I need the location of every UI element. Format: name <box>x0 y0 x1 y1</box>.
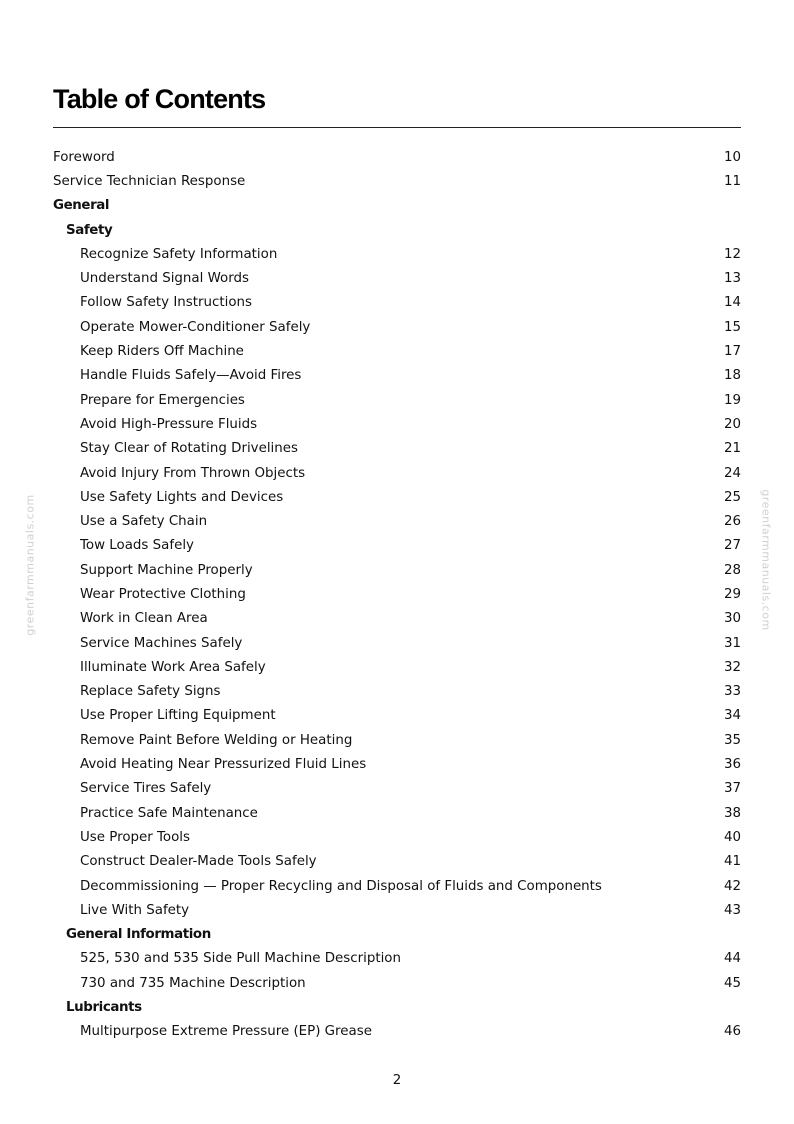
toc-section-heading <box>53 995 741 1019</box>
toc-entry-label: Stay Clear of Rotating Drivelines <box>80 441 298 457</box>
toc-entry-label: Keep Riders Off Machine <box>80 344 244 360</box>
toc-entry-label: Practice Safe Maintenance <box>80 805 258 821</box>
toc-entry[interactable] <box>53 582 741 606</box>
toc-entry-label: Decommissioning — Proper Recycling and Disposal of Fluids and Components <box>80 878 602 894</box>
toc-entry-label: Service Tires Safely <box>80 781 212 797</box>
toc-section-heading <box>53 218 741 242</box>
toc-entry-page: 31 <box>723 635 741 651</box>
toc-entry-label: Avoid High-Pressure Fluids <box>80 416 258 432</box>
toc-entry[interactable] <box>53 874 741 898</box>
toc-entry-label: 730 and 735 Machine Description <box>80 975 306 991</box>
toc-entry-page: 12 <box>723 246 741 262</box>
watermark-right: greenfarmmanuals.com <box>759 489 773 631</box>
toc-entry-page: 42 <box>723 878 741 894</box>
toc-entry-label: Recognize Safety Information <box>80 246 278 262</box>
toc-entry-label: Prepare for Emergencies <box>80 392 245 408</box>
toc-entry[interactable] <box>53 437 741 461</box>
toc-entry-page: 14 <box>723 295 741 311</box>
toc-entry[interactable] <box>53 607 741 631</box>
toc-entry[interactable] <box>53 485 741 509</box>
toc-entry-page: 11 <box>723 173 741 189</box>
toc-entry[interactable] <box>53 509 741 533</box>
toc-entry[interactable] <box>53 169 741 193</box>
toc-entry[interactable] <box>53 728 741 752</box>
toc-entry-label: Avoid Heating Near Pressurized Fluid Lines <box>80 757 367 773</box>
toc-entry[interactable] <box>53 388 741 412</box>
toc-entry-label: Multipurpose Extreme Pressure (EP) Grease <box>80 1024 372 1040</box>
title-divider <box>53 127 741 128</box>
toc-entry[interactable] <box>53 801 741 825</box>
toc-entry-label: General Information <box>66 927 211 943</box>
toc-entry[interactable] <box>53 898 741 922</box>
toc-entry-label: Use Safety Lights and Devices <box>80 489 284 505</box>
toc-entry[interactable] <box>53 777 741 801</box>
toc-entry-label: Service Technician Response <box>53 173 246 189</box>
toc-entry-page: 45 <box>723 975 741 991</box>
toc-entry-label: Wear Protective Clothing <box>80 586 246 602</box>
toc-section-heading <box>53 194 741 218</box>
toc-entry-label: Operate Mower-Conditioner Safely <box>80 319 311 335</box>
toc-list <box>53 145 741 1044</box>
toc-entry-label: Replace Safety Signs <box>80 684 221 700</box>
toc-entry-page: 21 <box>723 441 741 457</box>
toc-entry-label: Use Proper Tools <box>80 829 191 845</box>
toc-entry[interactable] <box>53 971 741 995</box>
toc-entry[interactable] <box>53 242 741 266</box>
toc-entry[interactable] <box>53 1020 741 1044</box>
toc-entry[interactable] <box>53 266 741 290</box>
toc-entry-label: Construct Dealer-Made Tools Safely <box>80 854 317 870</box>
toc-entry[interactable] <box>53 850 741 874</box>
toc-entry-label: Support Machine Properly <box>80 562 253 578</box>
toc-entry-label: Service Machines Safely <box>80 635 243 651</box>
toc-entry-label: Lubricants <box>66 1000 142 1016</box>
toc-entry-page: 10 <box>723 149 741 165</box>
watermark-left: greenfarmmanuals.com <box>23 494 37 636</box>
page-number: 2 <box>392 1073 402 1088</box>
toc-entry-page: 18 <box>723 368 741 384</box>
toc-entry[interactable] <box>53 825 741 849</box>
toc-entry-label: 525, 530 and 535 Side Pull Machine Description <box>80 951 401 967</box>
toc-entry-page: 28 <box>723 562 741 578</box>
toc-entry[interactable] <box>53 752 741 776</box>
toc-entry[interactable] <box>53 364 741 388</box>
page-title: Table of Contents <box>53 84 266 114</box>
toc-entry[interactable] <box>53 704 741 728</box>
toc-entry-label: Handle Fluids Safely—Avoid Fires <box>80 368 302 384</box>
toc-entry-page: 46 <box>723 1024 741 1040</box>
toc-entry[interactable] <box>53 145 741 169</box>
toc-entry-label: Follow Safety Instructions <box>80 295 252 311</box>
toc-entry[interactable] <box>53 558 741 582</box>
toc-entry[interactable] <box>53 534 741 558</box>
toc-entry-page: 19 <box>723 392 741 408</box>
toc-entry-label: Avoid Injury From Thrown Objects <box>80 465 306 481</box>
toc-entry-label: Understand Signal Words <box>80 271 249 287</box>
toc-entry[interactable] <box>53 339 741 363</box>
toc-entry-page: 33 <box>723 684 741 700</box>
toc-entry-page: 32 <box>723 659 741 675</box>
toc-entry-page: 36 <box>723 757 741 773</box>
toc-entry-label: Work in Clean Area <box>80 611 208 627</box>
toc-entry-page: 26 <box>723 514 741 530</box>
toc-entry-page: 24 <box>723 465 741 481</box>
toc-entry-label: Safety <box>66 222 113 238</box>
toc-entry-label: Foreword <box>53 149 115 165</box>
toc-entry[interactable] <box>53 947 741 971</box>
toc-entry-page: 43 <box>723 902 741 918</box>
toc-entry-page: 40 <box>723 829 741 845</box>
toc-entry[interactable] <box>53 655 741 679</box>
toc-entry-page: 41 <box>723 854 741 870</box>
toc-entry[interactable] <box>53 461 741 485</box>
toc-entry-page: 37 <box>723 781 741 797</box>
toc-section-heading <box>53 923 741 947</box>
toc-entry-label: Use a Safety Chain <box>80 514 208 530</box>
toc-entry-page: 20 <box>723 416 741 432</box>
toc-entry[interactable] <box>53 412 741 436</box>
toc-entry-label: General <box>53 198 110 214</box>
toc-entry-page: 25 <box>723 489 741 505</box>
toc-entry[interactable] <box>53 315 741 339</box>
toc-entry-page: 35 <box>723 732 741 748</box>
toc-entry[interactable] <box>53 680 741 704</box>
toc-entry-label: Illuminate Work Area Safely <box>80 659 266 675</box>
toc-entry-page: 38 <box>723 805 741 821</box>
toc-entry-page: 29 <box>723 586 741 602</box>
toc-entry-label: Use Proper Lifting Equipment <box>80 708 276 724</box>
toc-entry-label: Remove Paint Before Welding or Heating <box>80 732 353 748</box>
toc-entry-label: Live With Safety <box>80 902 190 918</box>
toc-entry-page: 34 <box>723 708 741 724</box>
toc-entry-page: 17 <box>723 344 741 360</box>
toc-entry[interactable] <box>53 631 741 655</box>
toc-entry-page: 27 <box>723 538 741 554</box>
toc-entry-page: 15 <box>723 319 741 335</box>
toc-entry-page: 13 <box>723 271 741 287</box>
toc-entry-page: 44 <box>723 951 741 967</box>
toc-entry[interactable] <box>53 291 741 315</box>
toc-entry-label: Tow Loads Safely <box>80 538 194 554</box>
toc-entry-page: 30 <box>723 611 741 627</box>
